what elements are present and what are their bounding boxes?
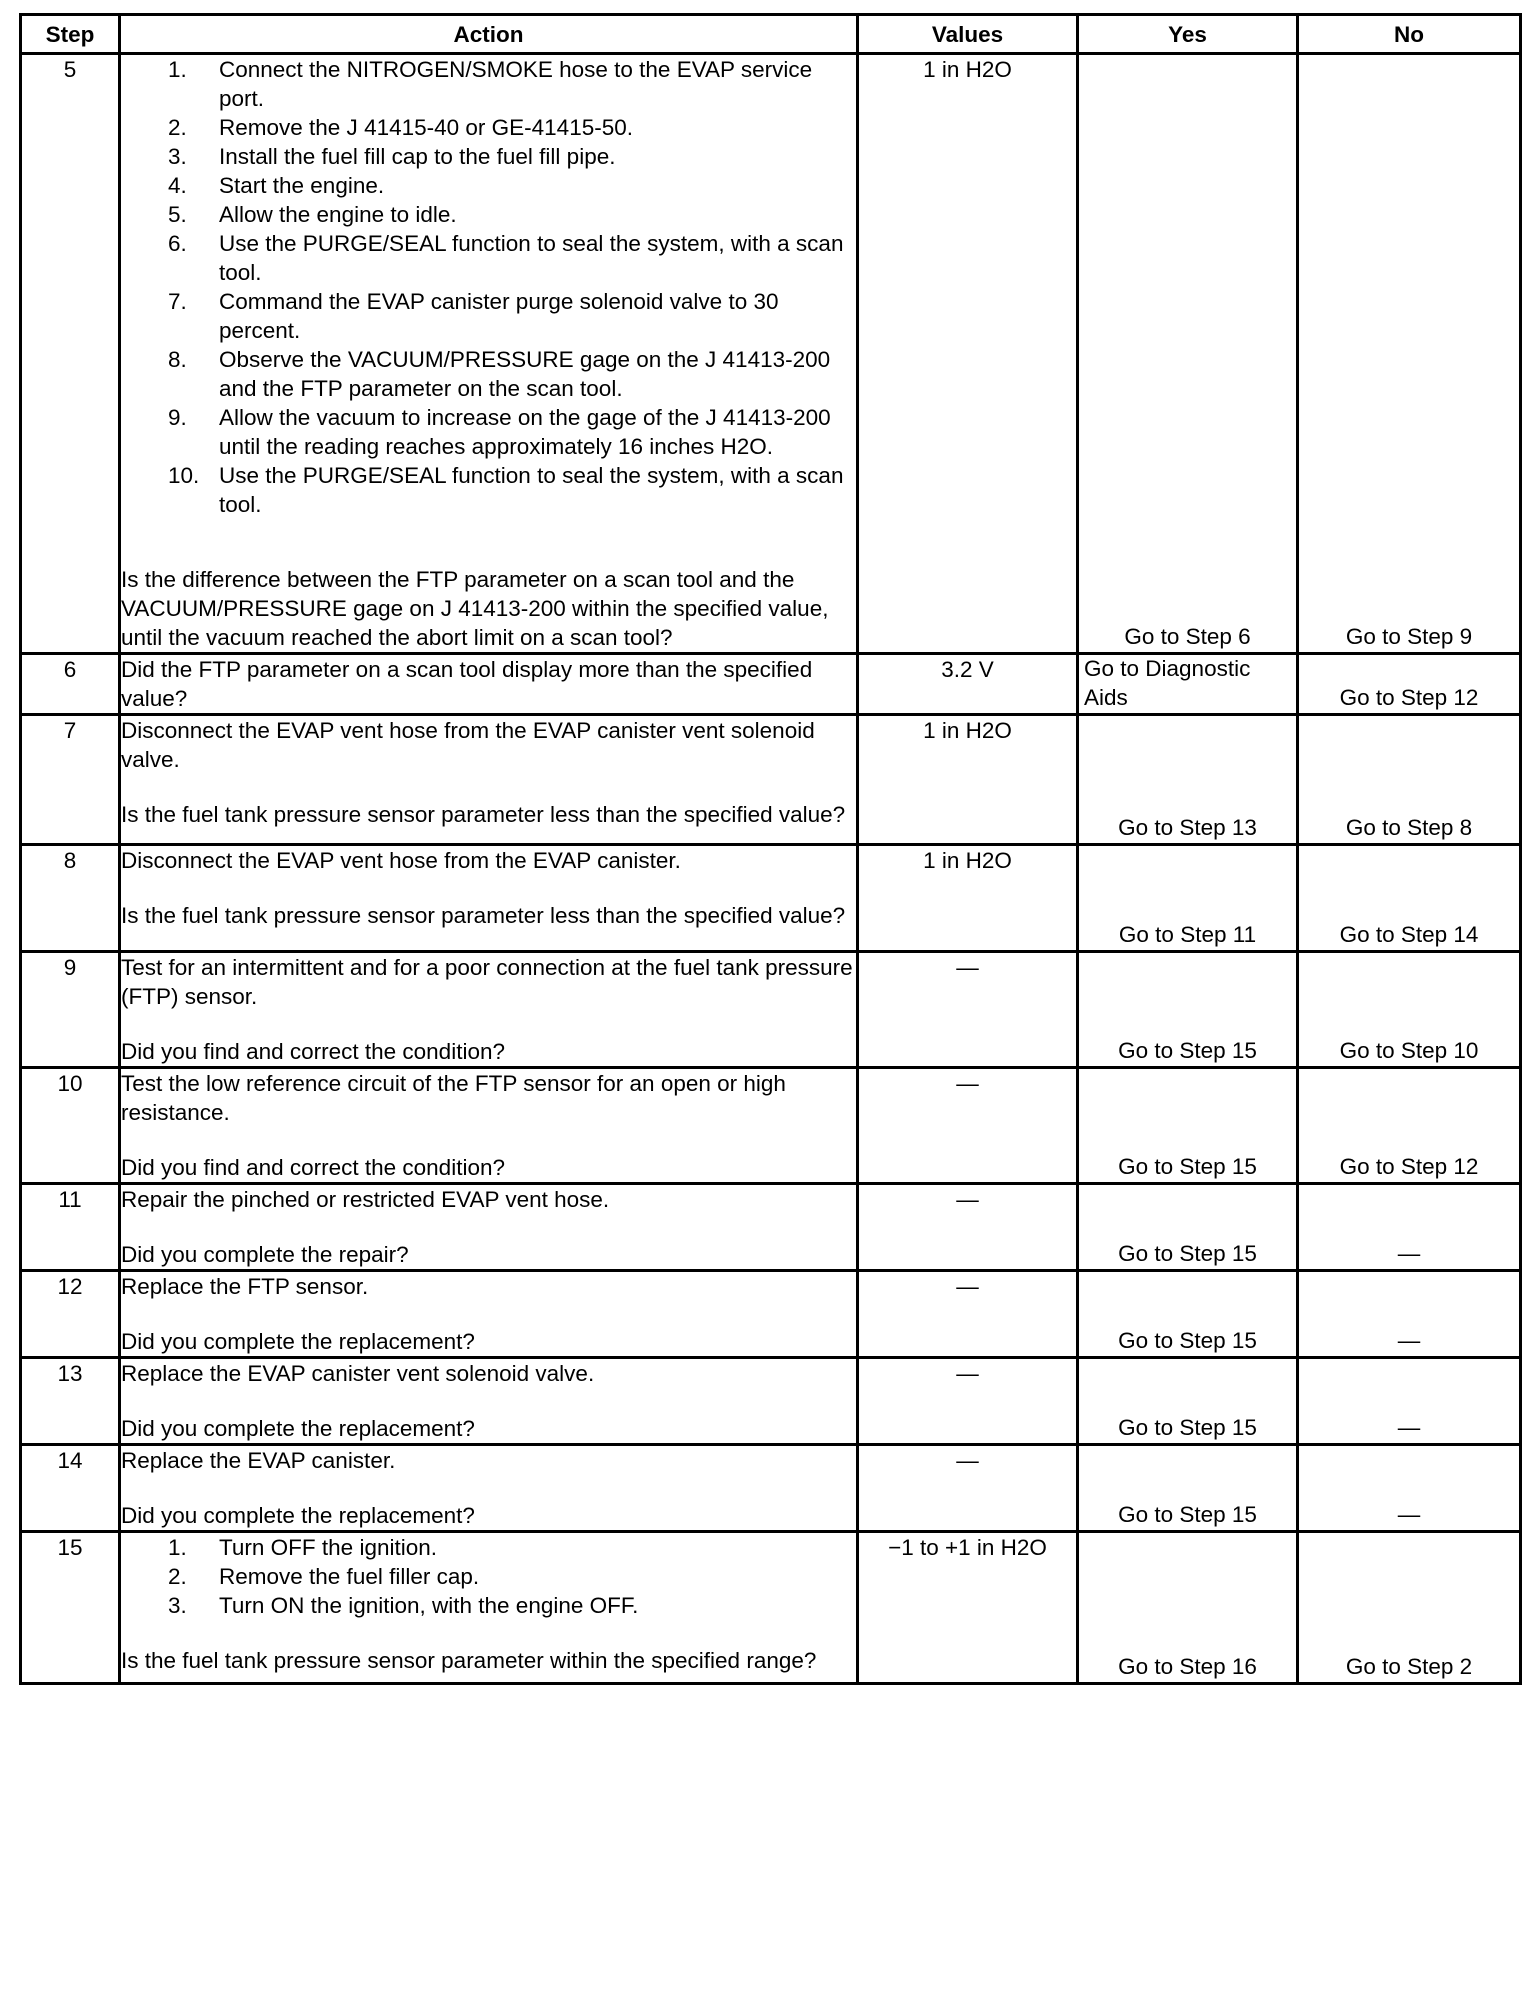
- spec-value: −1 to +1 in H2O: [858, 1532, 1078, 1684]
- action-cell: [120, 1532, 858, 1684]
- action-step-text: Allow the engine to idle.: [219, 202, 457, 227]
- spec-value: —: [858, 1184, 1078, 1271]
- spec-value: 1 in H2O: [858, 845, 1078, 952]
- action-step-item: [121, 1591, 856, 1620]
- yes-cell: [1078, 54, 1298, 654]
- no-result: Go to Step 12: [1339, 1154, 1479, 1179]
- action-step-text: Command the EVAP canister purge solenoid valve to 30 percent.: [219, 289, 779, 343]
- action-question: Is the fuel tank pressure sensor parameter within the specified range?: [121, 1648, 817, 1673]
- action-step-text: Turn OFF the ignition.: [219, 1535, 438, 1560]
- action-question: Did you complete the repair?: [121, 1242, 409, 1267]
- action-instruction: Disconnect the EVAP vent hose from the EVAP canister vent solenoid valve.: [121, 718, 815, 772]
- action-question: Is the difference between the FTP parameter on a scan tool and the VACUUM/PRESSURE gage on J 41413-200 within the specified value, until the vacuum reached the abort limit on a scan tool?: [121, 567, 829, 650]
- yes-cell: [1078, 1445, 1298, 1532]
- action-cell: [120, 845, 858, 952]
- header-action: Action: [120, 15, 858, 54]
- action-step-text: Remove the fuel filler cap.: [219, 1564, 480, 1589]
- action-question: Is the fuel tank pressure sensor parameter less than the specified value?: [121, 802, 846, 827]
- spec-value: —: [858, 1358, 1078, 1445]
- action-cell: [120, 952, 858, 1068]
- action-step-number: 2.: [168, 115, 187, 140]
- no-cell: [1298, 1358, 1521, 1445]
- diagnostic-steps-table: [19, 13, 1522, 1685]
- action-question: Is the fuel tank pressure sensor parameter less than the specified value?: [121, 903, 846, 928]
- diagnostic-table-container: [19, 13, 1519, 1685]
- action-step-number: 4.: [168, 173, 187, 198]
- spec-value: 1 in H2O: [858, 54, 1078, 654]
- yes-cell: [1078, 715, 1298, 845]
- table-row: [21, 845, 1521, 952]
- table-row: [21, 952, 1521, 1068]
- action-question: Did you complete the replacement?: [121, 1503, 475, 1528]
- step-number: 8: [21, 845, 120, 952]
- action-instruction: Replace the EVAP canister.: [121, 1448, 396, 1473]
- yes-cell: [1078, 952, 1298, 1068]
- action-steps-list: [121, 1533, 856, 1620]
- action-instruction: Replace the FTP sensor.: [121, 1274, 369, 1299]
- action-step-number: 5.: [168, 202, 187, 227]
- action-step-number: 3.: [168, 144, 187, 169]
- action-instruction: Replace the EVAP canister vent solenoid valve.: [121, 1361, 595, 1386]
- action-step-number: 1.: [168, 1535, 187, 1560]
- action-step-number: 3.: [168, 1593, 187, 1618]
- spec-value: —: [858, 1445, 1078, 1532]
- no-result: Go to Step 10: [1339, 1038, 1479, 1063]
- action-cell: [120, 1068, 858, 1184]
- step-number: 11: [21, 1184, 120, 1271]
- no-result: —: [1397, 1502, 1421, 1527]
- action-step-text: Remove the J 41415-40 or GE-41415-50.: [219, 115, 633, 140]
- action-question: Did the FTP parameter on a scan tool display more than the specified value?: [121, 657, 813, 711]
- yes-cell: [1078, 1068, 1298, 1184]
- no-result: —: [1397, 1328, 1421, 1353]
- action-step-text: Use the PURGE/SEAL function to seal the system, with a scan tool.: [219, 231, 844, 285]
- action-cell: [120, 715, 858, 845]
- action-cell: [120, 54, 858, 654]
- step-number: 12: [21, 1271, 120, 1358]
- yes-result: Go to Step 15: [1118, 1038, 1257, 1063]
- no-cell: [1298, 654, 1521, 715]
- header-yes: Yes: [1078, 15, 1298, 54]
- no-cell: [1298, 845, 1521, 952]
- yes-result: Go to Step 15: [1118, 1502, 1257, 1527]
- action-instruction: Repair the pinched or restricted EVAP vent hose.: [121, 1187, 610, 1212]
- table-row: [21, 1532, 1521, 1684]
- yes-result: Go to Step 15: [1118, 1154, 1257, 1179]
- action-step-text: Use the PURGE/SEAL function to seal the system, with a scan tool.: [219, 463, 844, 517]
- no-cell: [1298, 1068, 1521, 1184]
- step-number: 5: [21, 54, 120, 654]
- yes-result: Go to Step 13: [1118, 815, 1257, 840]
- yes-result: Go to Step 15: [1118, 1415, 1257, 1440]
- spec-value: —: [858, 1271, 1078, 1358]
- no-cell: [1298, 1532, 1521, 1684]
- action-question: Did you find and correct the condition?: [121, 1039, 505, 1064]
- header-values: Values: [858, 15, 1078, 54]
- action-step-item: [121, 171, 856, 200]
- action-step-number: 7.: [168, 289, 187, 314]
- header-row: [21, 15, 1521, 54]
- step-number: 13: [21, 1358, 120, 1445]
- action-step-number: 10.: [168, 463, 200, 488]
- no-result: Go to Step 8: [1345, 815, 1473, 840]
- action-step-item: [121, 1533, 856, 1562]
- yes-cell: [1078, 845, 1298, 952]
- action-steps-list: [121, 55, 856, 519]
- action-step-item: [121, 403, 856, 461]
- action-question: Did you complete the replacement?: [121, 1329, 475, 1354]
- action-step-item: [121, 345, 856, 403]
- action-question: Did you complete the replacement?: [121, 1416, 475, 1441]
- action-cell: [120, 654, 858, 715]
- spec-value: 1 in H2O: [858, 715, 1078, 845]
- yes-result: Go to Step 15: [1118, 1241, 1257, 1266]
- action-cell: [120, 1184, 858, 1271]
- no-cell: [1298, 1184, 1521, 1271]
- no-result: —: [1397, 1415, 1421, 1440]
- table-row: [21, 1068, 1521, 1184]
- yes-result: Go to Step 6: [1124, 624, 1251, 649]
- table-row: [21, 1184, 1521, 1271]
- action-step-number: 6.: [168, 231, 187, 256]
- no-result: Go to Step 14: [1339, 922, 1479, 947]
- action-step-item: [121, 55, 856, 113]
- table-row: [21, 1271, 1521, 1358]
- step-number: 9: [21, 952, 120, 1068]
- no-result: —: [1397, 1241, 1421, 1266]
- action-cell: [120, 1271, 858, 1358]
- action-cell: [120, 1445, 858, 1532]
- yes-cell: [1078, 1358, 1298, 1445]
- no-result: Go to Step 12: [1339, 685, 1479, 710]
- action-instruction: Disconnect the EVAP vent hose from the EVAP canister.: [121, 848, 681, 873]
- yes-result: Go to Step 11: [1118, 922, 1257, 947]
- step-number: 15: [21, 1532, 120, 1684]
- header-no: No: [1298, 15, 1521, 54]
- no-result: Go to Step 2: [1345, 1654, 1473, 1679]
- action-step-number: 1.: [168, 57, 187, 82]
- no-cell: [1298, 715, 1521, 845]
- action-step-item: [121, 200, 856, 229]
- action-step-text: Observe the VACUUM/PRESSURE gage on the J 41413-200 and the FTP parameter on the scan tool.: [219, 347, 831, 401]
- yes-cell: [1078, 1532, 1298, 1684]
- action-step-item: [121, 1562, 856, 1591]
- action-step-text: Start the engine.: [219, 173, 385, 198]
- action-step-item: [121, 113, 856, 142]
- action-step-text: Install the fuel fill cap to the fuel fill pipe.: [219, 144, 616, 169]
- action-cell: [120, 1358, 858, 1445]
- yes-result: Go to Step 16: [1118, 1654, 1257, 1679]
- action-step-text: Allow the vacuum to increase on the gage of the J 41413-200 until the reading reaches approximately 16 inches H2O.: [219, 405, 831, 459]
- action-step-item: [121, 142, 856, 171]
- action-step-item: [121, 287, 856, 345]
- yes-cell: [1078, 1271, 1298, 1358]
- no-cell: [1298, 1271, 1521, 1358]
- action-instruction: Test for an intermittent and for a poor connection at the fuel tank pressure (FTP) sensor.: [121, 955, 853, 1009]
- yes-result: Go to Step 15: [1118, 1328, 1257, 1353]
- table-row: [21, 654, 1521, 715]
- step-number: 10: [21, 1068, 120, 1184]
- step-number: 14: [21, 1445, 120, 1532]
- action-step-text: Turn ON the ignition, with the engine OFF.: [219, 1593, 639, 1618]
- yes-cell: [1078, 654, 1298, 715]
- action-step-number: 9.: [168, 405, 187, 430]
- step-number: 6: [21, 654, 120, 715]
- step-number: 7: [21, 715, 120, 845]
- yes-cell: [1078, 1184, 1298, 1271]
- spec-value: —: [858, 1068, 1078, 1184]
- action-instruction: Test the low reference circuit of the FTP sensor for an open or high resistance.: [121, 1071, 786, 1125]
- spec-value: 3.2 V: [858, 654, 1078, 715]
- yes-result: Go to Diagnostic Aids: [1084, 656, 1251, 710]
- table-row: [21, 1358, 1521, 1445]
- no-result: Go to Step 9: [1345, 624, 1473, 649]
- table-row: [21, 1445, 1521, 1532]
- no-cell: [1298, 952, 1521, 1068]
- action-step-number: 2.: [168, 1564, 187, 1589]
- action-step-item: [121, 229, 856, 287]
- action-step-item: [121, 461, 856, 519]
- action-question: Did you find and correct the condition?: [121, 1155, 505, 1180]
- no-cell: [1298, 54, 1521, 654]
- header-step: Step: [21, 15, 120, 54]
- table-row: [21, 715, 1521, 845]
- table-row: [21, 54, 1521, 654]
- action-step-number: 8.: [168, 347, 187, 372]
- no-cell: [1298, 1445, 1521, 1532]
- action-step-text: Connect the NITROGEN/SMOKE hose to the EVAP service port.: [219, 57, 813, 111]
- spec-value: —: [858, 952, 1078, 1068]
